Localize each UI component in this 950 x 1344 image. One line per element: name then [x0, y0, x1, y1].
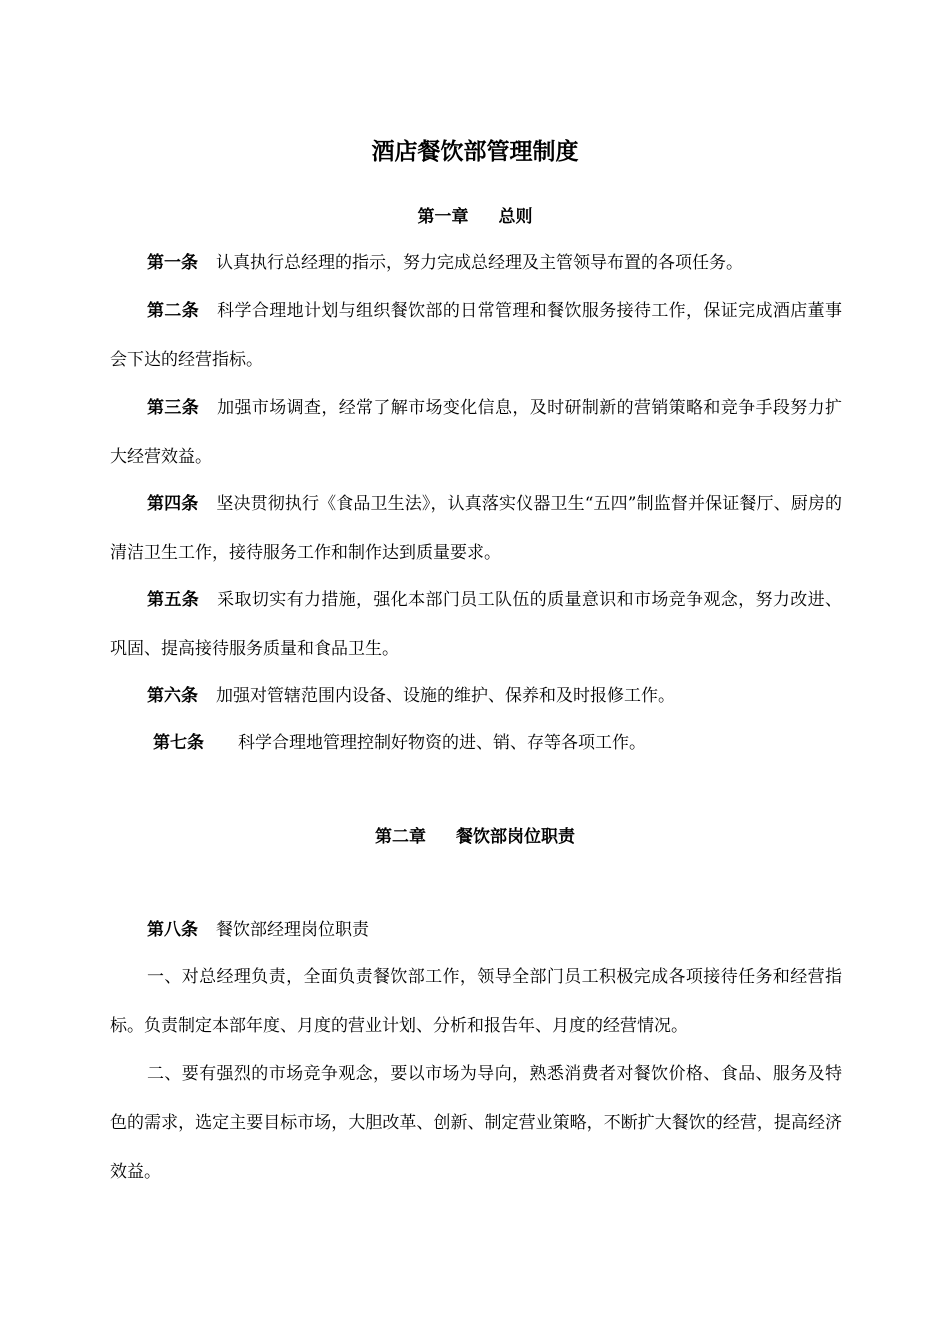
- article-4: [110, 480, 842, 578]
- chapter-2-name: 餐饮部岗位职责: [456, 827, 575, 847]
- chapter-2-label: 第二章: [375, 827, 426, 847]
- article-4-number: 第四条: [147, 494, 199, 514]
- article-3-text: 加强市场调查，经常了解市场变化信息，及时研制新的营销策略和竞争手段努力扩大经营效益。: [110, 398, 843, 467]
- article-4-text: 坚决贯彻执行《食品卫生法》，认真落实仪器卫生“五四”制监督并保证餐厅、厨房的清洁卫生工作，接待服务工作和制作达到质量要求。: [110, 494, 842, 563]
- chapter-2-heading: [0, 824, 950, 850]
- article-6-number: 第六条: [147, 686, 198, 706]
- document-title: 酒店餐饮部管理制度: [371, 139, 579, 165]
- article-8-text: 餐饮部经理岗位职责: [216, 920, 369, 940]
- duty-item-2: 二、要有强烈的市场竞争观念，要以市场为导向，熟悉消费者对餐饮价格、食品、服务及特色的需求，选定主要目标市场，大胆改革、创新、制定营业策略，不断扩大餐饮的经营，提高经济效益。: [110, 1064, 842, 1182]
- duty-item-1: 一、对总经理负责，全面负责餐饮部工作，领导全部门员工积极完成各项接待任务和经营指标。负责制定本部年度、月度的营业计划、分析和报告年、月度的经营情况。: [110, 967, 842, 1036]
- article-6-text: 加强对管辖范围内设备、设施的维护、保养和及时报修工作。: [216, 686, 675, 706]
- article-6: [110, 672, 842, 721]
- article-2-text: 科学合理地计划与组织餐饮部的日常管理和餐饮服务接待工作，保证完成酒店董事会下达的经营指标。: [110, 301, 843, 370]
- chapter-1-label: 第一章: [417, 207, 469, 227]
- article-2: [110, 287, 842, 385]
- article-7-text: 科学合理地管理控制好物资的进、销、存等各项工作。: [238, 733, 646, 753]
- article-8-number: 第八条: [147, 920, 198, 940]
- article-1-number: 第一条: [147, 253, 198, 273]
- article-2-number: 第二条: [147, 301, 200, 321]
- article-3: [110, 384, 842, 482]
- chapter-1-name: 总则: [498, 207, 533, 227]
- article-7-number: 第七条: [153, 733, 204, 753]
- article-1-text: 认真执行总经理的指示，努力完成总经理及主管领导布置的各项任务。: [216, 253, 743, 273]
- article-3-number: 第三条: [147, 398, 200, 418]
- article-1: [110, 239, 842, 288]
- article-7: [153, 730, 646, 756]
- article-8: [147, 917, 369, 943]
- article-5-text: 采取切实有力措施，强化本部门员工队伍的质量意识和市场竞争观念，努力改进、巩固、提高接待服务质量和食品卫生。: [110, 590, 843, 659]
- chapter-1-heading: [0, 204, 950, 230]
- article-5-number: 第五条: [147, 590, 200, 610]
- article-5: [110, 576, 842, 674]
